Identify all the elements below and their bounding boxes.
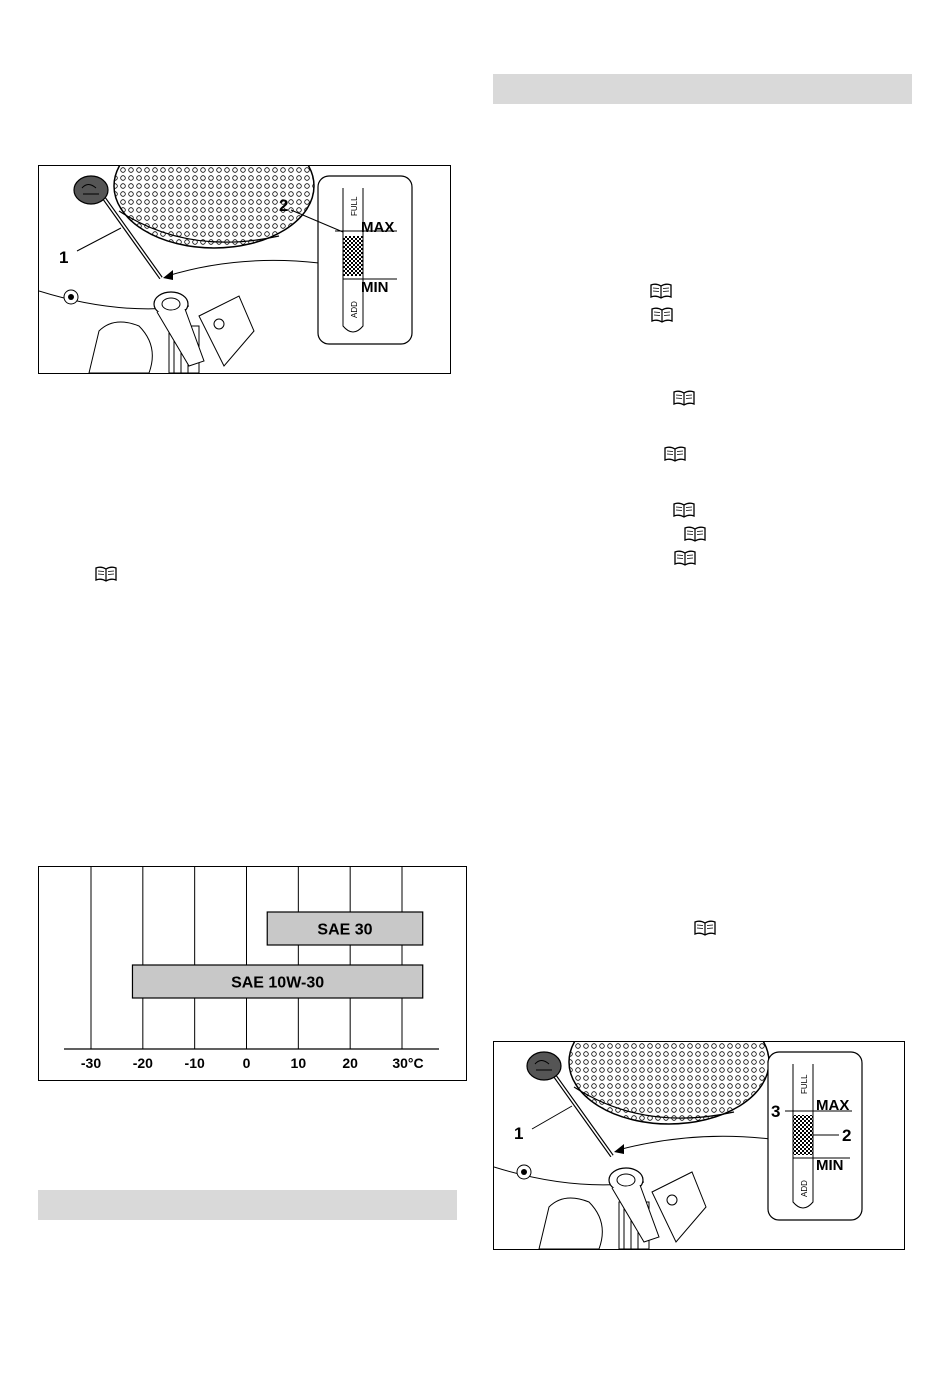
book-icon[interactable]	[651, 307, 673, 323]
book-icon[interactable]	[664, 446, 686, 462]
book-icon[interactable]	[684, 526, 706, 542]
x-tick-label: 20	[342, 1055, 358, 1071]
x-tick-label: -20	[132, 1055, 153, 1071]
dipstick-figure-bottom	[493, 1041, 905, 1250]
section-header-bar-left	[38, 1190, 457, 1220]
callout-2: 2	[842, 1126, 852, 1145]
section-header-bar-right	[493, 74, 912, 104]
range-bar-label: SAE 30	[317, 921, 373, 939]
callout-3: 3	[771, 1102, 781, 1121]
x-tick-label: 10	[290, 1055, 307, 1071]
book-icon[interactable]	[95, 566, 117, 582]
x-tick-label: -10	[184, 1055, 205, 1071]
x-tick-label: 0	[242, 1055, 251, 1071]
gauge-full-label: FULL	[350, 196, 359, 216]
dipstick-figure-top	[38, 165, 451, 374]
book-icon[interactable]	[650, 283, 672, 299]
x-tick-label: -30	[80, 1055, 102, 1071]
callout-2: 2	[279, 196, 289, 215]
gauge-add-label: ADD	[350, 301, 359, 318]
callout-1: 1	[59, 248, 69, 267]
callout-1: 1	[514, 1124, 524, 1143]
gauge-add-label: ADD	[800, 1180, 809, 1197]
book-icon[interactable]	[673, 502, 695, 518]
book-icon[interactable]	[694, 920, 716, 936]
gauge-full-label: FULL	[800, 1074, 809, 1094]
gauge-min-label: MIN	[816, 1157, 844, 1174]
oil-viscosity-chart	[38, 866, 467, 1081]
book-icon[interactable]	[673, 390, 695, 406]
gauge-max-label: MAX	[361, 219, 395, 236]
gauge-min-label: MIN	[361, 279, 389, 296]
range-bar-label: SAE 10W-30	[231, 974, 325, 992]
gauge-max-label: MAX	[816, 1097, 850, 1114]
x-tick-label: 30°C	[392, 1055, 424, 1071]
book-icon[interactable]	[674, 550, 696, 566]
